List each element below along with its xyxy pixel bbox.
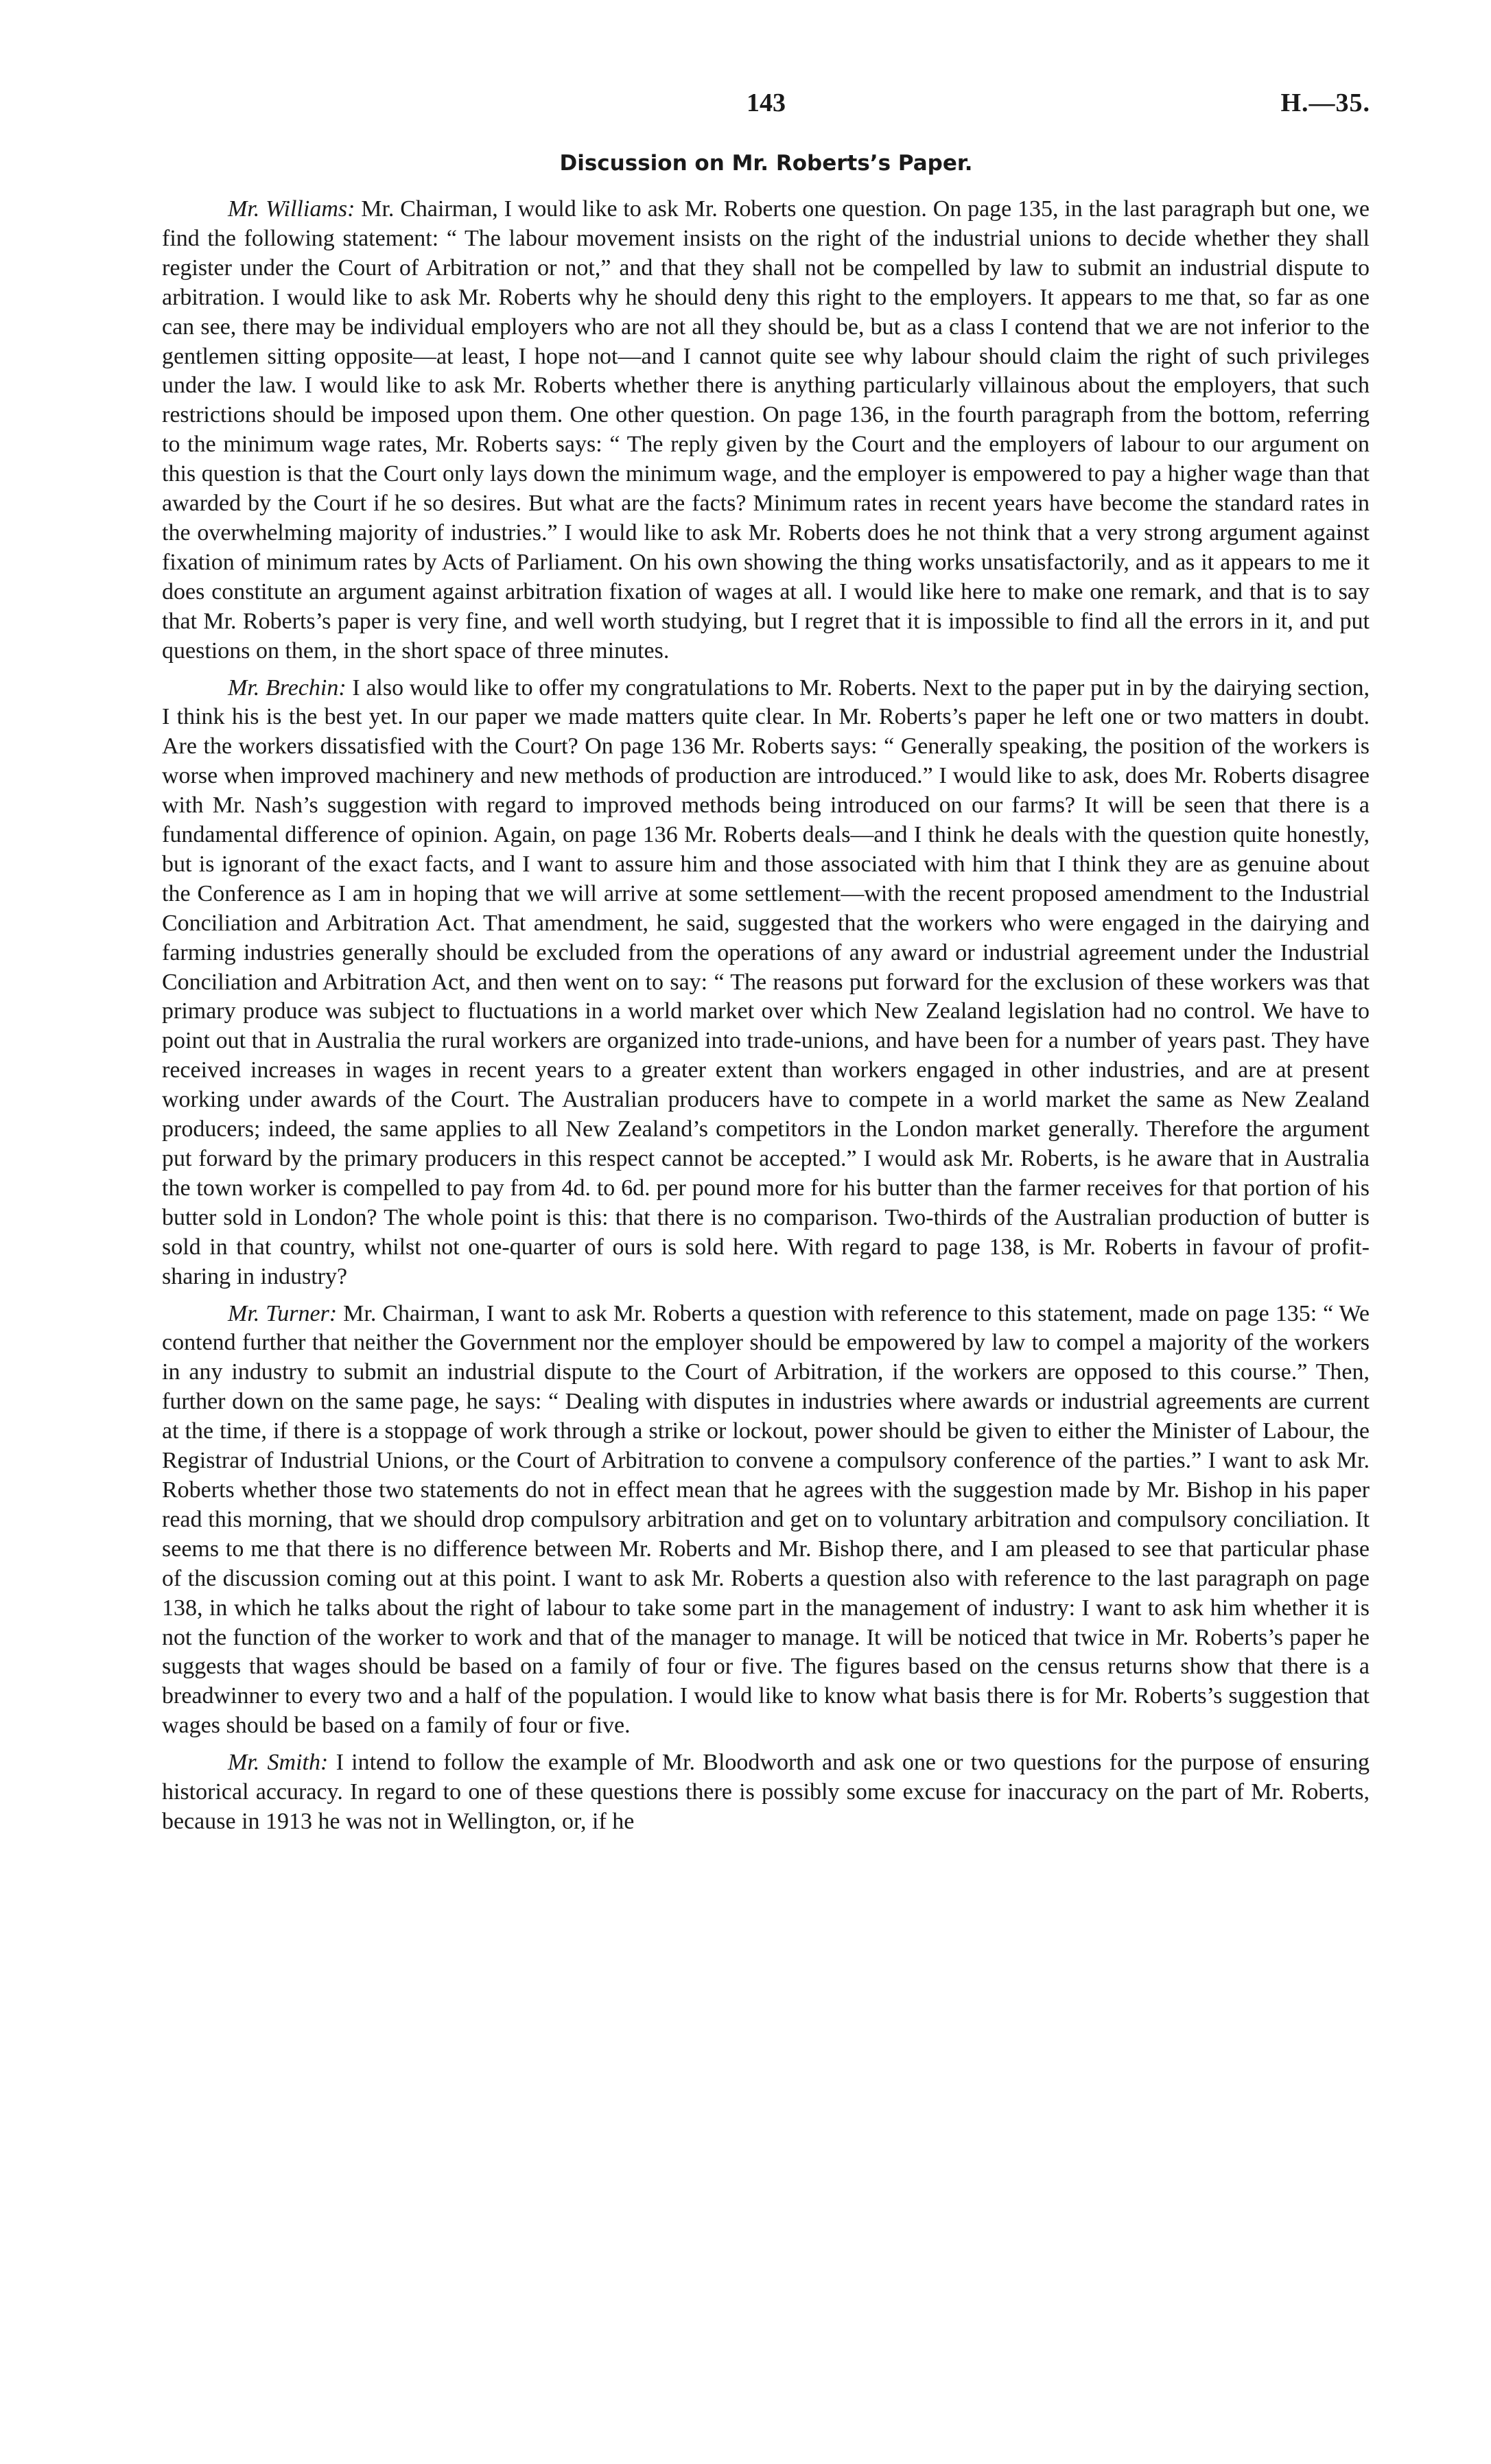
paragraph-brechin (162, 674, 1370, 1292)
discussion-body (162, 195, 1370, 1844)
speaker-name: Mr. Brechin: (228, 674, 347, 701)
page-number: 143 (747, 89, 786, 117)
speaker-name: Mr. Williams: (228, 196, 355, 222)
document-reference: H.—35. (1280, 89, 1370, 117)
paragraph-text: Mr. Chairman, I want to ask Mr. Roberts a question with reference to this statement, made on page 135: “ We contend further that neither the Government nor the employer should be empowered by law to compel a majority of the workers in any industry to submit an industrial dispute to the Court of Arbitration, if the workers are opposed to this course.” Then, further down on the same page, he says: “ Dealing with disputes in industries where awards or industrial agreements are current at the time, if there is a stoppage of work through a strike or lockout, power should be given to either the Minister of Labour, the Registrar of Industrial Unions, or the Court of Arbitration to convene a compulsory conference of the parties.” I want to ask Mr. Roberts whether those two statements do not in effect mean that he agrees with the suggestion made by Mr. Bishop in his paper read this morning, that we should drop compulsory arbitration and get on to voluntary arbitration and compulsory conciliation. It seems to me that there is no difference between Mr. Roberts and Mr. Bishop there, and I am pleased to see that particular phase of the discussion coming out at this point. I want to ask Mr. Roberts a question also with reference to the last paragraph on page 138, in which he talks about the right of labour to take some part in the management of industry: I want to ask him whether it is not the function of the worker to work and that of the manager to manage. It will be noticed that twice in Mr. Roberts’s paper he suggests that wages should be based on a family of four or five. The figures based on the census returns show that there is a breadwinner to every two and a half of the population. I would like to know what basis there is for Mr. Roberts’s suggestion that wages should be based on a family of four or five. (162, 1300, 1370, 1739)
paragraph-smith (162, 1748, 1370, 1837)
paragraph-williams (162, 195, 1370, 666)
speaker-name: Mr. Turner: (228, 1300, 338, 1326)
paragraph-text: I also would like to offer my congratulations to Mr. Roberts. Next to the paper put in by the dairying section, I think his is the best yet. In our paper we made matters quite clear. In Mr. Roberts’s paper he left one or two matters in doubt. Are the workers dissatisfied with the Court? On page 136 Mr. Roberts says: “ Generally speaking, the position of the workers is worse when improved machinery and new methods of production are introduced.” I would like to ask, does Mr. Roberts disagree with Mr. Nash’s suggestion with regard to improved methods being introduced on our farms? It will be seen that there is a fundamental difference of opinion. Again, on page 136 Mr. Roberts deals—and I think he deals with the question quite honestly, but is ignorant of the exact facts, and I want to assure him and those associated with him that I think they are as genuine about the Conference as I am in hoping that we will arrive at some settlement—with the recent proposed amendment to the Industrial Conciliation and Arbitration Act. That amendment, he said, suggested that the workers who were engaged in the dairying and farming industries generally should be excluded from the operations of any award or industrial agreement under the Industrial Conciliation and Arbitration Act, and then went on to say: “ The reasons put forward for the exclusion of these workers was that primary produce was subject to fluctuations in a world market over which New Zealand legislation had no control. We have to point out that in Australia the rural workers are organized into trade-unions, and have been for a number of years past. They have received increases in wages in recent years to a greater extent than workers engaged in other industries, and are at present working under awards of the Court. The Australian producers have to compete in a world market the same as New Zealand producers; indeed, the same applies to all New Zealand’s competitors in the London market generally. Therefore the argument put forward by the primary producers in this respect cannot be accepted.” I would ask Mr. Roberts, is he aware that in Australia the town worker is compelled to pay from 4d. to 6d. per pound more for his butter than the farmer receives for that portion of his butter sold in London? The whole point is this: that there is no comparison. Two-thirds of the Australian production of butter is sold in that country, whilst not one-quarter of ours is sold here. With regard to page 138, is Mr. Roberts in favour of profit-sharing in industry? (162, 674, 1370, 1289)
page-header (162, 88, 1370, 129)
speaker-name: Mr. Smith: (228, 1750, 329, 1776)
paragraph-turner (162, 1300, 1370, 1741)
paragraph-text: Mr. Chairman, I would like to ask Mr. Roberts one question. On page 135, in the last paragraph but one, we find the following statement: “ The labour movement insists on the right of the industrial unions to decide whether they shall register under the Court of Arbitration or not,” and that they shall not be compelled by law to submit an industrial dispute to arbitration. I would like to ask Mr. Roberts why he should deny this right to the employers. It appears to me that, so far as one can see, there may be individual employers who are not all they should be, but as a class I contend that we are not inferior to the gentlemen sitting opposite—at least, I hope not—and I cannot quite see why labour should claim the right of such privileges under the law. I would like to ask Mr. Roberts whether there is anything particularly villainous about the employers, that such restrictions should be imposed upon them. One other question. On page 136, in the fourth paragraph from the bottom, referring to the minimum wage rates, Mr. Roberts says: “ The reply given by the Court and the employers of labour to our argument on this question is that the Court only lays down the minimum wage, and the employer is empowered to pay a higher wage than that awarded by the Court if he so desires. But what are the facts? Minimum rates in recent years have become the standard rates in the overwhelming majority of industries.” I would like to ask Mr. Roberts does he not think that a very strong argument against fixation of minimum rates by Acts of Parliament. On his own showing the thing works unsatisfactorily, and as it appears to me it does constitute an argument against arbitration fixation of wages at all. I would like here to make one remark, and that is to say that Mr. Roberts’s paper is very fine, and well worth studying, but I regret that it is impossible to find all the errors in it, and put questions on them, in the short space of three minutes. (162, 196, 1370, 664)
section-title: Discussion on Mr. Roberts’s Paper. (559, 151, 973, 176)
paragraph-text: I intend to follow the example of Mr. Bloodworth and ask one or two questions for the purpose of ensuring historical accuracy. In regard to one of these questions there is possibly some excuse for inaccuracy on the part of Mr. Roberts, because in 1913 he was not in Wellington, or, if he (162, 1750, 1370, 1834)
